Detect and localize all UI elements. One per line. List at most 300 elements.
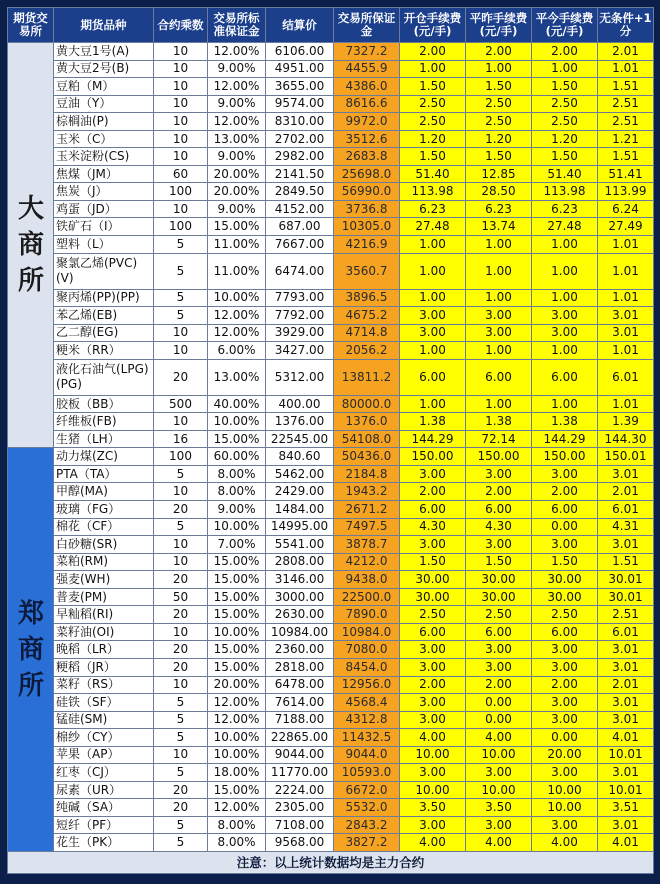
close-yesterday-fee-cell: 3.00	[466, 465, 532, 483]
product-name-cell: 豆油（Y）	[54, 95, 154, 113]
settle-price-cell: 7108.00	[266, 816, 334, 834]
std-margin-rate-cell: 12.00%	[208, 307, 266, 325]
multiplier-cell: 10	[154, 413, 208, 431]
product-name-cell: 硅铁（SF）	[54, 694, 154, 712]
table-row	[8, 183, 654, 201]
table-row	[8, 430, 654, 448]
open-fee-cell: 2.50	[400, 95, 466, 113]
close-today-fee-cell: 30.00	[532, 588, 598, 606]
exchange-margin-cell: 3736.8	[334, 200, 400, 218]
product-name-cell: 动力煤(ZC)	[54, 448, 154, 466]
multiplier-cell: 16	[154, 430, 208, 448]
table-row	[8, 571, 654, 589]
plus-one-fee-cell: 2.51	[598, 113, 654, 131]
exchange-margin-cell: 8454.0	[334, 658, 400, 676]
close-yesterday-fee-cell: 0.00	[466, 711, 532, 729]
std-margin-rate-cell: 12.00%	[208, 711, 266, 729]
open-fee-cell: 3.00	[400, 536, 466, 554]
close-yesterday-fee-cell: 1.00	[466, 342, 532, 360]
plus-one-fee-cell: 10.01	[598, 746, 654, 764]
col-header-exchange: 期货交易所	[8, 8, 54, 43]
plus-one-fee-cell: 1.01	[598, 289, 654, 307]
std-margin-rate-cell: 12.00%	[208, 113, 266, 131]
exchange-margin-cell: 10305.0	[334, 218, 400, 236]
std-margin-rate-cell: 11.00%	[208, 236, 266, 254]
table-row	[8, 289, 654, 307]
col-header-plus-one: 无条件+1分	[598, 8, 654, 43]
multiplier-cell: 5	[154, 253, 208, 289]
col-header-close-today-fee: 平今手续费(元/手)	[532, 8, 598, 43]
plus-one-fee-cell: 27.49	[598, 218, 654, 236]
std-margin-rate-cell: 8.00%	[208, 834, 266, 852]
product-name-cell: 甲醇(MA)	[54, 483, 154, 501]
close-yesterday-fee-cell: 150.00	[466, 448, 532, 466]
plus-one-fee-cell: 1.51	[598, 553, 654, 571]
header-row	[8, 8, 654, 43]
std-margin-rate-cell: 9.00%	[208, 95, 266, 113]
plus-one-fee-cell: 1.51	[598, 78, 654, 96]
close-yesterday-fee-cell: 1.00	[466, 253, 532, 289]
settle-price-cell: 10984.00	[266, 623, 334, 641]
product-name-cell: 粳稻（JR）	[54, 658, 154, 676]
std-margin-rate-cell: 20.00%	[208, 165, 266, 183]
table-row	[8, 588, 654, 606]
close-yesterday-fee-cell: 72.14	[466, 430, 532, 448]
col-header-std-margin: 交易所标准保证金	[208, 8, 266, 43]
settle-price-cell: 2702.00	[266, 130, 334, 148]
close-today-fee-cell: 2.50	[532, 95, 598, 113]
table-row	[8, 799, 654, 817]
multiplier-cell: 10	[154, 746, 208, 764]
plus-one-fee-cell: 3.01	[598, 324, 654, 342]
plus-one-fee-cell: 2.01	[598, 483, 654, 501]
exchange-margin-cell: 2184.8	[334, 465, 400, 483]
settle-price-cell: 2224.00	[266, 781, 334, 799]
multiplier-cell: 100	[154, 448, 208, 466]
product-name-cell: 玉米淀粉(CS)	[54, 148, 154, 166]
multiplier-cell: 5	[154, 465, 208, 483]
open-fee-cell: 3.00	[400, 816, 466, 834]
exchange-margin-cell: 4212.0	[334, 553, 400, 571]
product-name-cell: 豆粕（M）	[54, 78, 154, 96]
std-margin-rate-cell: 12.00%	[208, 324, 266, 342]
close-today-fee-cell: 144.29	[532, 430, 598, 448]
settle-price-cell: 1376.00	[266, 413, 334, 431]
close-yesterday-fee-cell: 1.00	[466, 289, 532, 307]
open-fee-cell: 2.50	[400, 113, 466, 131]
product-name-cell: 黄大豆1号(A)	[54, 43, 154, 61]
settle-price-cell: 6474.00	[266, 253, 334, 289]
close-yesterday-fee-cell: 3.00	[466, 658, 532, 676]
exchange-margin-cell: 2683.8	[334, 148, 400, 166]
plus-one-fee-cell: 3.01	[598, 307, 654, 325]
exchange-margin-cell: 4714.8	[334, 324, 400, 342]
plus-one-fee-cell: 2.01	[598, 676, 654, 694]
close-yesterday-fee-cell: 4.30	[466, 518, 532, 536]
table-row	[8, 834, 654, 852]
open-fee-cell: 1.00	[400, 253, 466, 289]
product-name-cell: 早籼稻(RI)	[54, 606, 154, 624]
close-yesterday-fee-cell: 2.00	[466, 43, 532, 61]
multiplier-cell: 20	[154, 781, 208, 799]
multiplier-cell: 10	[154, 113, 208, 131]
close-today-fee-cell: 2.50	[532, 606, 598, 624]
close-yesterday-fee-cell: 2.50	[466, 606, 532, 624]
multiplier-cell: 50	[154, 588, 208, 606]
multiplier-cell: 20	[154, 799, 208, 817]
settle-price-cell: 2141.50	[266, 165, 334, 183]
table-row	[8, 43, 654, 61]
product-name-cell: PTA（TA）	[54, 465, 154, 483]
close-today-fee-cell: 6.00	[532, 359, 598, 395]
plus-one-fee-cell: 113.99	[598, 183, 654, 201]
settle-price-cell: 22545.00	[266, 430, 334, 448]
settle-price-cell: 6106.00	[266, 43, 334, 61]
close-today-fee-cell: 150.00	[532, 448, 598, 466]
table-row	[8, 218, 654, 236]
product-name-cell: 菜籽油(OI)	[54, 623, 154, 641]
multiplier-cell: 60	[154, 165, 208, 183]
table-row	[8, 200, 654, 218]
plus-one-fee-cell: 6.24	[598, 200, 654, 218]
table-row	[8, 658, 654, 676]
multiplier-cell: 5	[154, 694, 208, 712]
multiplier-cell: 20	[154, 658, 208, 676]
exchange-margin-cell: 9972.0	[334, 113, 400, 131]
close-yesterday-fee-cell: 28.50	[466, 183, 532, 201]
table-row	[8, 746, 654, 764]
product-name-cell: 乙二醇(EG)	[54, 324, 154, 342]
exchange-margin-cell: 7080.0	[334, 641, 400, 659]
std-margin-rate-cell: 12.00%	[208, 43, 266, 61]
open-fee-cell: 6.00	[400, 623, 466, 641]
exchange-margin-cell: 9044.0	[334, 746, 400, 764]
multiplier-cell: 500	[154, 395, 208, 413]
open-fee-cell: 1.00	[400, 236, 466, 254]
table-row	[8, 78, 654, 96]
close-today-fee-cell: 6.00	[532, 623, 598, 641]
plus-one-fee-cell: 3.01	[598, 764, 654, 782]
product-name-cell: 玻璃（FG）	[54, 501, 154, 519]
exchange-margin-cell: 3878.7	[334, 536, 400, 554]
close-today-fee-cell: 3.00	[532, 307, 598, 325]
multiplier-cell: 10	[154, 536, 208, 554]
settle-price-cell: 4951.00	[266, 60, 334, 78]
exchange-margin-cell: 3512.6	[334, 130, 400, 148]
settle-price-cell: 687.00	[266, 218, 334, 236]
open-fee-cell: 3.00	[400, 324, 466, 342]
multiplier-cell: 10	[154, 95, 208, 113]
multiplier-cell: 10	[154, 60, 208, 78]
close-today-fee-cell: 1.50	[532, 553, 598, 571]
open-fee-cell: 1.00	[400, 60, 466, 78]
open-fee-cell: 1.38	[400, 413, 466, 431]
std-margin-rate-cell: 13.00%	[208, 359, 266, 395]
product-name-cell: 花生（PK）	[54, 834, 154, 852]
open-fee-cell: 3.50	[400, 799, 466, 817]
std-margin-rate-cell: 20.00%	[208, 676, 266, 694]
product-name-cell: 鸡蛋（JD）	[54, 200, 154, 218]
std-margin-rate-cell: 9.00%	[208, 60, 266, 78]
product-name-cell: 尿素（UR）	[54, 781, 154, 799]
table-row	[8, 236, 654, 254]
multiplier-cell: 5	[154, 834, 208, 852]
std-margin-rate-cell: 18.00%	[208, 764, 266, 782]
table-row	[8, 623, 654, 641]
plus-one-fee-cell: 4.31	[598, 518, 654, 536]
close-yesterday-fee-cell: 2.50	[466, 113, 532, 131]
settle-price-cell: 7793.00	[266, 289, 334, 307]
table-row	[8, 307, 654, 325]
multiplier-cell: 10	[154, 342, 208, 360]
table-row	[8, 553, 654, 571]
multiplier-cell: 20	[154, 359, 208, 395]
open-fee-cell: 2.00	[400, 483, 466, 501]
settle-price-cell: 3929.00	[266, 324, 334, 342]
settle-price-cell: 1484.00	[266, 501, 334, 519]
table-row	[8, 113, 654, 131]
multiplier-cell: 20	[154, 606, 208, 624]
plus-one-fee-cell: 6.01	[598, 359, 654, 395]
multiplier-cell: 10	[154, 483, 208, 501]
std-margin-rate-cell: 20.00%	[208, 183, 266, 201]
close-today-fee-cell: 0.00	[532, 518, 598, 536]
product-name-cell: 塑料（L）	[54, 236, 154, 254]
exchange-margin-cell: 10593.0	[334, 764, 400, 782]
open-fee-cell: 4.00	[400, 729, 466, 747]
multiplier-cell: 10	[154, 130, 208, 148]
open-fee-cell: 6.23	[400, 200, 466, 218]
std-margin-rate-cell: 15.00%	[208, 588, 266, 606]
std-margin-rate-cell: 10.00%	[208, 289, 266, 307]
settle-price-cell: 5312.00	[266, 359, 334, 395]
plus-one-fee-cell: 4.01	[598, 834, 654, 852]
std-margin-rate-cell: 10.00%	[208, 623, 266, 641]
close-today-fee-cell: 3.00	[532, 465, 598, 483]
close-yesterday-fee-cell: 4.00	[466, 834, 532, 852]
std-margin-rate-cell: 9.00%	[208, 501, 266, 519]
product-name-cell: 短纤（PF）	[54, 816, 154, 834]
close-yesterday-fee-cell: 10.00	[466, 746, 532, 764]
multiplier-cell: 5	[154, 289, 208, 307]
std-margin-rate-cell: 15.00%	[208, 658, 266, 676]
open-fee-cell: 150.00	[400, 448, 466, 466]
product-name-cell: 晚稻（LR）	[54, 641, 154, 659]
std-margin-rate-cell: 15.00%	[208, 781, 266, 799]
plus-one-fee-cell: 4.01	[598, 729, 654, 747]
table-row	[8, 483, 654, 501]
settle-price-cell: 9044.00	[266, 746, 334, 764]
plus-one-fee-cell: 3.01	[598, 816, 654, 834]
close-yesterday-fee-cell: 30.00	[466, 571, 532, 589]
table-body	[8, 43, 654, 852]
exchange-name: 大商所	[8, 43, 54, 448]
table-row	[8, 729, 654, 747]
settle-price-cell: 7614.00	[266, 694, 334, 712]
table-row	[8, 148, 654, 166]
settle-price-cell: 400.00	[266, 395, 334, 413]
open-fee-cell: 10.00	[400, 746, 466, 764]
plus-one-fee-cell: 1.01	[598, 395, 654, 413]
exchange-margin-cell: 22500.0	[334, 588, 400, 606]
product-name-cell: 棉花（CF）	[54, 518, 154, 536]
plus-one-fee-cell: 2.01	[598, 43, 654, 61]
plus-one-fee-cell: 51.41	[598, 165, 654, 183]
multiplier-cell: 100	[154, 218, 208, 236]
open-fee-cell: 1.00	[400, 289, 466, 307]
settle-price-cell: 5462.00	[266, 465, 334, 483]
plus-one-fee-cell: 2.51	[598, 606, 654, 624]
plus-one-fee-cell: 30.01	[598, 571, 654, 589]
close-yesterday-fee-cell: 3.00	[466, 307, 532, 325]
settle-price-cell: 7792.00	[266, 307, 334, 325]
close-yesterday-fee-cell: 4.00	[466, 729, 532, 747]
futures-fee-table-frame	[7, 7, 653, 877]
table-row	[8, 465, 654, 483]
close-yesterday-fee-cell: 6.00	[466, 623, 532, 641]
multiplier-cell: 20	[154, 641, 208, 659]
table-row	[8, 413, 654, 431]
exchange-margin-cell: 4386.0	[334, 78, 400, 96]
plus-one-fee-cell: 1.01	[598, 342, 654, 360]
multiplier-cell: 10	[154, 676, 208, 694]
open-fee-cell: 1.50	[400, 148, 466, 166]
multiplier-cell: 20	[154, 501, 208, 519]
plus-one-fee-cell: 150.01	[598, 448, 654, 466]
futures-fee-table	[7, 7, 654, 874]
close-yesterday-fee-cell: 6.00	[466, 359, 532, 395]
multiplier-cell: 10	[154, 200, 208, 218]
multiplier-cell: 20	[154, 571, 208, 589]
close-today-fee-cell: 3.00	[532, 536, 598, 554]
open-fee-cell: 1.20	[400, 130, 466, 148]
product-name-cell: 聚氯乙烯(PVC)(V)	[54, 253, 154, 289]
footer-note: 注意：以上统计数据均是主力合约	[8, 851, 654, 873]
table-row	[8, 324, 654, 342]
plus-one-fee-cell: 1.51	[598, 148, 654, 166]
open-fee-cell: 30.00	[400, 588, 466, 606]
open-fee-cell: 113.98	[400, 183, 466, 201]
close-yesterday-fee-cell: 1.00	[466, 60, 532, 78]
table-row	[8, 711, 654, 729]
product-name-cell: 棕榈油(P)	[54, 113, 154, 131]
close-yesterday-fee-cell: 2.00	[466, 676, 532, 694]
open-fee-cell: 6.00	[400, 359, 466, 395]
std-margin-rate-cell: 9.00%	[208, 200, 266, 218]
settle-price-cell: 4152.00	[266, 200, 334, 218]
settle-price-cell: 8310.00	[266, 113, 334, 131]
std-margin-rate-cell: 8.00%	[208, 465, 266, 483]
close-today-fee-cell: 10.00	[532, 781, 598, 799]
close-today-fee-cell: 1.00	[532, 395, 598, 413]
open-fee-cell: 30.00	[400, 571, 466, 589]
multiplier-cell: 10	[154, 78, 208, 96]
plus-one-fee-cell: 3.01	[598, 641, 654, 659]
settle-price-cell: 2818.00	[266, 658, 334, 676]
exchange-margin-cell: 3896.5	[334, 289, 400, 307]
plus-one-fee-cell: 1.39	[598, 413, 654, 431]
exchange-margin-cell: 4216.9	[334, 236, 400, 254]
exchange-margin-cell: 7497.5	[334, 518, 400, 536]
table-row	[8, 342, 654, 360]
table-row	[8, 781, 654, 799]
table-row	[8, 395, 654, 413]
product-name-cell: 纤维板(FB)	[54, 413, 154, 431]
exchange-margin-cell: 3560.7	[334, 253, 400, 289]
settle-price-cell: 22865.00	[266, 729, 334, 747]
close-today-fee-cell: 0.00	[532, 729, 598, 747]
std-margin-rate-cell: 7.00%	[208, 536, 266, 554]
table-row	[8, 816, 654, 834]
std-margin-rate-cell: 9.00%	[208, 148, 266, 166]
plus-one-fee-cell: 3.01	[598, 536, 654, 554]
close-today-fee-cell: 3.00	[532, 324, 598, 342]
settle-price-cell: 7188.00	[266, 711, 334, 729]
close-today-fee-cell: 3.00	[532, 816, 598, 834]
close-yesterday-fee-cell: 3.00	[466, 641, 532, 659]
product-name-cell: 焦炭（J）	[54, 183, 154, 201]
close-today-fee-cell: 51.40	[532, 165, 598, 183]
multiplier-cell: 10	[154, 623, 208, 641]
multiplier-cell: 5	[154, 816, 208, 834]
table-row	[8, 60, 654, 78]
product-name-cell: 普麦(PM)	[54, 588, 154, 606]
std-margin-rate-cell: 13.00%	[208, 130, 266, 148]
close-yesterday-fee-cell: 10.00	[466, 781, 532, 799]
close-today-fee-cell: 1.50	[532, 78, 598, 96]
close-today-fee-cell: 2.00	[532, 483, 598, 501]
product-name-cell: 棉纱（CY）	[54, 729, 154, 747]
std-margin-rate-cell: 15.00%	[208, 430, 266, 448]
settle-price-cell: 5541.00	[266, 536, 334, 554]
open-fee-cell: 6.00	[400, 501, 466, 519]
open-fee-cell: 51.40	[400, 165, 466, 183]
settle-price-cell: 7667.00	[266, 236, 334, 254]
open-fee-cell: 1.00	[400, 395, 466, 413]
table-row	[8, 536, 654, 554]
settle-price-cell: 2305.00	[266, 799, 334, 817]
table-row	[8, 641, 654, 659]
settle-price-cell: 2360.00	[266, 641, 334, 659]
close-today-fee-cell: 1.00	[532, 342, 598, 360]
table-row	[8, 359, 654, 395]
exchange-margin-cell: 3827.2	[334, 834, 400, 852]
table-row	[8, 676, 654, 694]
plus-one-fee-cell: 144.30	[598, 430, 654, 448]
settle-price-cell: 14995.00	[266, 518, 334, 536]
close-yesterday-fee-cell: 3.00	[466, 536, 532, 554]
exchange-margin-cell: 80000.0	[334, 395, 400, 413]
close-yesterday-fee-cell: 1.38	[466, 413, 532, 431]
close-yesterday-fee-cell: 0.00	[466, 694, 532, 712]
product-name-cell: 生猪（LH）	[54, 430, 154, 448]
close-yesterday-fee-cell: 3.50	[466, 799, 532, 817]
product-name-cell: 纯碱（SA）	[54, 799, 154, 817]
close-today-fee-cell: 2.00	[532, 676, 598, 694]
open-fee-cell: 1.00	[400, 342, 466, 360]
close-today-fee-cell: 3.00	[532, 641, 598, 659]
table-row	[8, 448, 654, 466]
close-today-fee-cell: 30.00	[532, 571, 598, 589]
close-today-fee-cell: 3.00	[532, 694, 598, 712]
footer-row	[8, 851, 654, 873]
settle-price-cell: 3146.00	[266, 571, 334, 589]
std-margin-rate-cell: 15.00%	[208, 641, 266, 659]
close-yesterday-fee-cell: 13.74	[466, 218, 532, 236]
open-fee-cell: 3.00	[400, 764, 466, 782]
close-today-fee-cell: 10.00	[532, 799, 598, 817]
product-name-cell: 白砂糖(SR)	[54, 536, 154, 554]
